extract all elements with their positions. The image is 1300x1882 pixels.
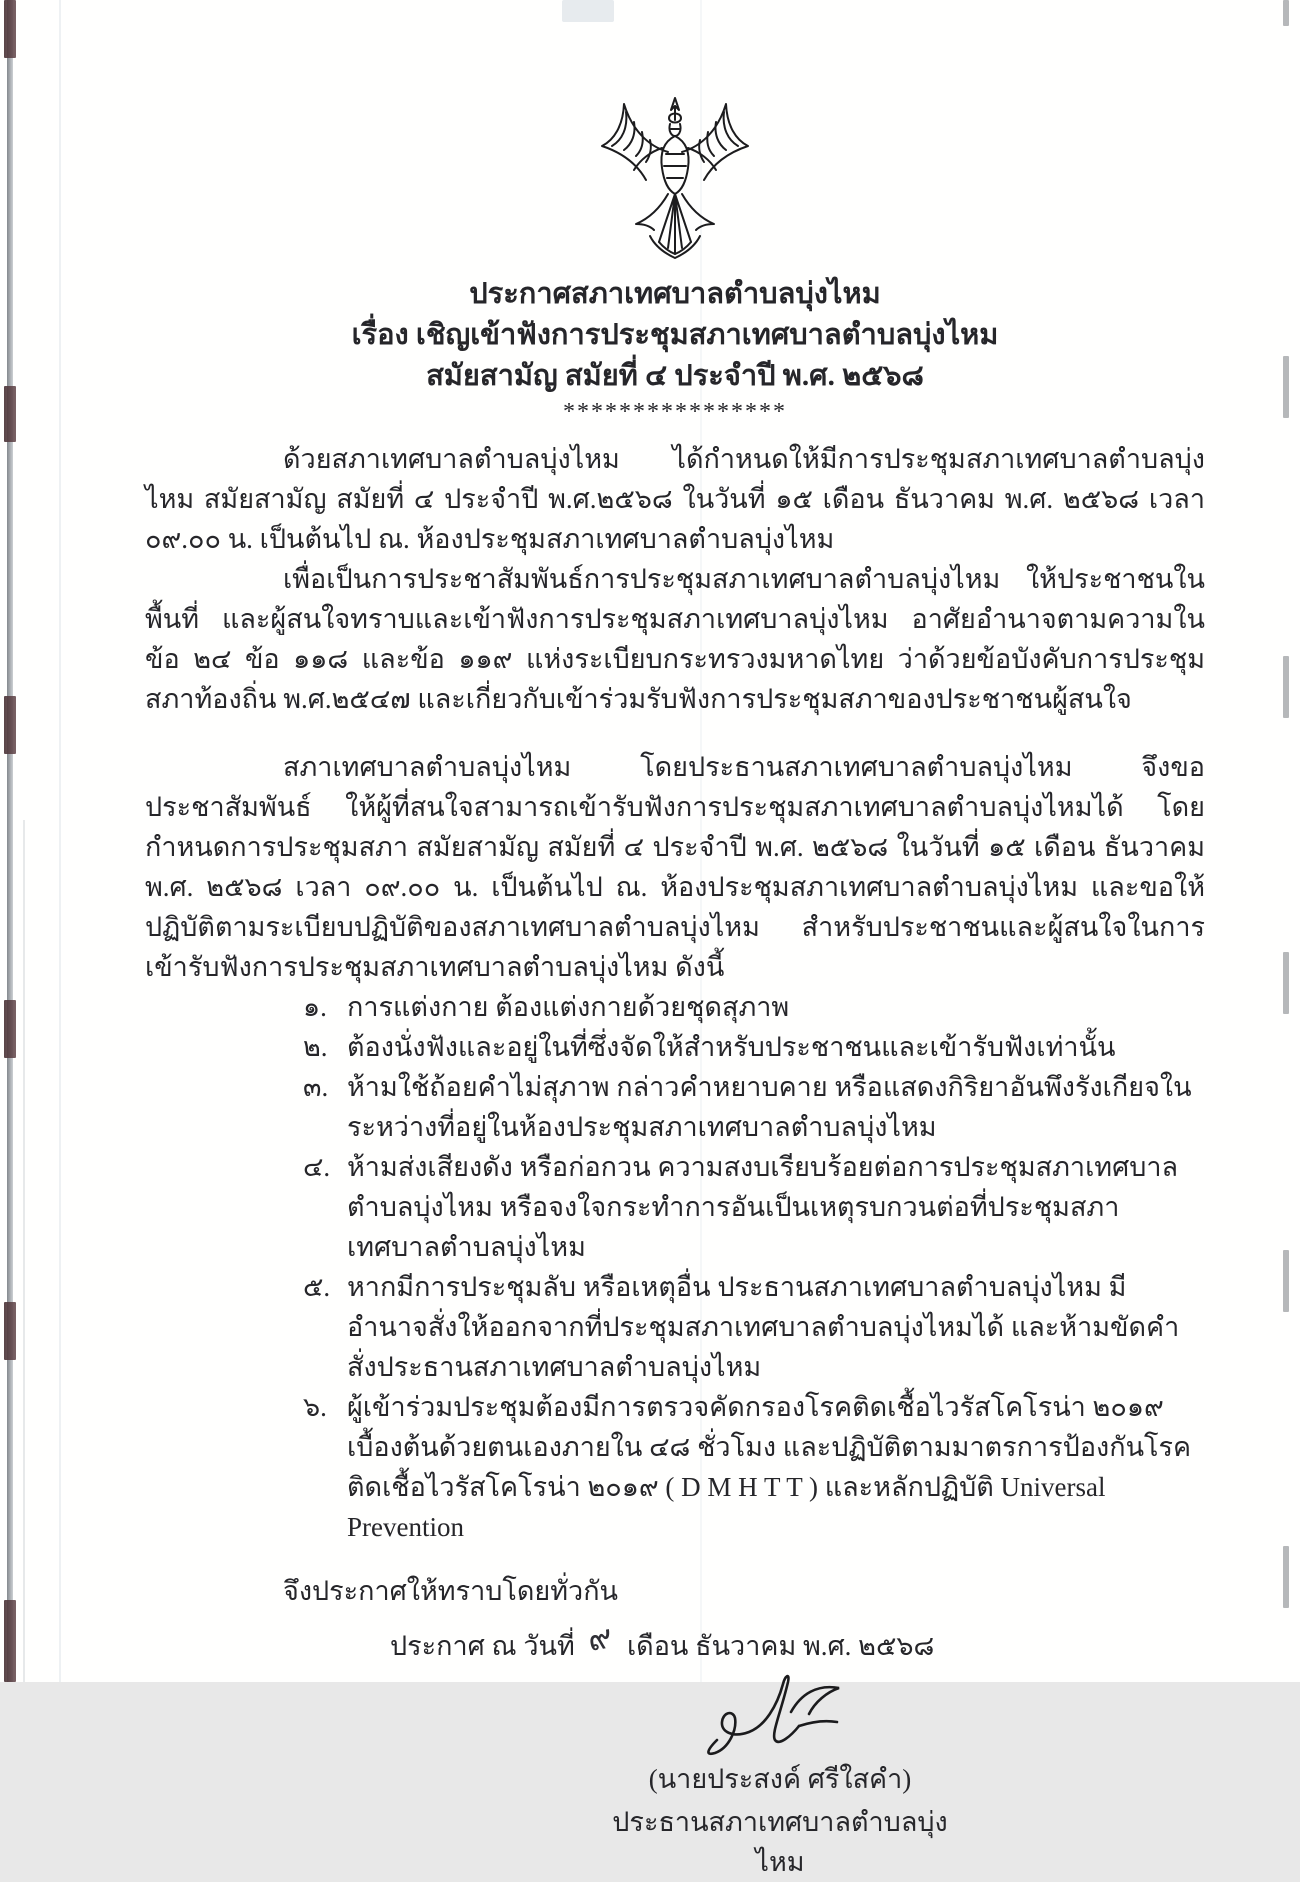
- scan-mark: [4, 1302, 16, 1360]
- handwritten-signature: [695, 1668, 865, 1760]
- list-item-number: ๔.: [303, 1152, 331, 1182]
- scan-mark: [1283, 356, 1289, 418]
- list-item-number: ๒.: [303, 1032, 328, 1062]
- scan-mark: [1283, 656, 1289, 718]
- list-item-number: ๕.: [303, 1272, 331, 1302]
- garuda-emblem-icon: [590, 96, 760, 264]
- rules-list: [303, 987, 1205, 1547]
- paragraph-3: สภาเทศบาลตำบลบุ่งไหม โดยประธานสภาเทศบาลตำบลบุ่งไหม จึงขอประชาสัมพันธ์ ให้ผู้ที่สนใจสามารถเข้ารับฟังการประชุมสภาเทศบาลตำบลบุ่งไหมได้ โดยกำหนดการประชุมสภา สมัยสามัญ สมัยที่ ๔ ประจำปี พ.ศ. ๒๕๖๘ ในวันที่ ๑๕ เดือน ธันวาคม พ.ศ. ๒๕๖๘ เวลา ๐๙.๐๐ น. เป็นต้นไป ณ. ห้องประชุมสภาเทศบาลตำบลบุ่งไหม และขอให้ปฏิบัติตามระเบียบปฏิบัติของสภาเทศบาลตำบลบุ่งไหม สำหรับประชาชนและผู้สนใจในการเข้ารับฟังการประชุมสภาเทศบาลตำบลบุ่งไหม ดังนี้: [145, 752, 1205, 982]
- list-item-number: ๑.: [303, 992, 327, 1022]
- list-item-text: การแต่งกาย ต้องแต่งกายด้วยชุดสุภาพ: [347, 992, 790, 1022]
- scan-mark: [4, 386, 16, 442]
- list-item: [303, 987, 1205, 1027]
- scan-mark: [1283, 1546, 1289, 1608]
- fold-line: [59, 0, 61, 1682]
- closing-statement: จึงประกาศให้ทราบโดยทั่วกัน: [283, 1576, 618, 1606]
- paragraph-2: เพื่อเป็นการประชาสัมพันธ์การประชุมสภาเทศบาลตำบลบุ่งไหม ให้ประชาชนในพื้นที่ และผู้สนใจทราบและเข้าฟังการประชุมสภาเทศบาลบุ่งไหม อาศัยอำนาจตามความในข้อ ๒๔ ข้อ ๑๑๘ และข้อ ๑๑๙ แห่งระเบียบกระทรวงมหาดไทย ว่าด้วยข้อบังคับการประชุมสภาท้องถิ่น พ.ศ.๒๕๔๗ และเกี่ยวกับเข้าร่วมรับฟังการประชุมสภาของประชาชนผู้สนใจ: [145, 564, 1205, 714]
- scan-mark: [4, 1000, 16, 1058]
- signer-position: ประธานสภาเทศบาลตำบลบุ่งไหม: [612, 1807, 948, 1877]
- list-item-text: ห้ามใช้ถ้อยคำไม่สุภาพ กล่าวคำหยาบคาย หรือแสดงกิริยาอันพึงรังเกียจในระหว่างที่อยู่ในห้องประชุมสภาเทศบาลตำบลบุ่งไหม: [347, 1072, 1192, 1142]
- paragraph-1: ด้วยสภาเทศบาลตำบลบุ่งไหม ได้กำหนดให้มีการประชุมสภาเทศบาลตำบลบุ่งไหม สมัยสามัญ สมัยที่ ๔ ประจำปี พ.ศ.๒๕๖๘ ในวันที่ ๑๕ เดือน ธันวาคม พ.ศ. ๒๕๖๘ เวลา ๐๙.๐๐ น. เป็นต้นไป ณ. ห้องประชุมสภาเทศบาลตำบลบุ่งไหม: [145, 444, 1205, 554]
- scan-mark: [4, 696, 16, 754]
- list-item-text: ห้ามส่งเสียงดัง หรือก่อกวน ความสงบเรียบร้อยต่อการประชุมสภาเทศบาลตำบลบุ่งไหม หรือจงใจกระทำการอันเป็นเหตุรบกวนต่อที่ประชุมสภาเทศบาลตำบลบุ่งไหม: [347, 1152, 1179, 1262]
- title-line-1: ประกาศสภาเทศบาลตำบลบุ่งไหม: [469, 278, 881, 310]
- list-item: [303, 1027, 1205, 1067]
- list-item: [303, 1267, 1205, 1387]
- date-prefix: ประกาศ ณ วันที่: [390, 1631, 575, 1661]
- scan-mark: [1283, 1250, 1289, 1312]
- date-rest: เดือน ธันวาคม พ.ศ. ๒๕๖๘: [626, 1631, 935, 1661]
- handwritten-day: ๙: [584, 1619, 615, 1659]
- list-item-text: หากมีการประชุมลับ หรือเหตุอื่น ประธานสภาเทศบาลตำบลบุ่งไหม มีอำนาจสั่งให้ออกจากที่ประชุมสภาเทศบาลตำบลบุ่งไหมได้ และห้ามขัดคำสั่งประธานสภาเทศบาลตำบลบุ่งไหม: [347, 1272, 1180, 1382]
- scan-mark: [1283, 0, 1289, 26]
- list-item: [303, 1067, 1205, 1147]
- list-item: [303, 1387, 1205, 1547]
- title-line-3: สมัยสามัญ สมัยที่ ๔ ประจำปี พ.ศ. ๒๕๖๘: [426, 360, 924, 392]
- list-item-text: ผู้เข้าร่วมประชุมต้องมีการตรวจคัดกรองโรคติดเชื้อไวรัสโคโรน่า ๒๐๑๙ เบื้องต้นด้วยตนเองภายใน ๔๘ ชั่วโมง และปฏิบัติตามมาตรการป้องกันโรคติดเชื้อไวรัสโคโรน่า ๒๐๑๙ ( D M H T T ) และหลักปฏิบัติ Universal Prevention: [347, 1392, 1192, 1542]
- list-item-number: ๓.: [303, 1072, 329, 1102]
- scan-edge-left-line: [23, 820, 25, 1682]
- signer-name: (นายประสงค์ ศรีใสคำ): [648, 1764, 912, 1794]
- scan-mark: [4, 1600, 16, 1682]
- list-item-text: ต้องนั่งฟังและอยู่ในที่ซึ่งจัดให้สำหรับประชาชนและเข้ารับฟังเท่านั้น: [347, 1032, 1116, 1062]
- list-item: [303, 1147, 1205, 1267]
- signature-block: [600, 1668, 960, 1882]
- list-item-number: ๖.: [303, 1392, 327, 1422]
- scan-mark: [4, 0, 16, 58]
- document-body: [145, 0, 1205, 1882]
- scan-mark: [1283, 952, 1289, 1014]
- scan-edge-left-bar: [7, 0, 13, 1682]
- asterisk-divider: ****************: [563, 399, 787, 425]
- title-line-2: เรื่อง เชิญเข้าฟังการประชุมสภาเทศบาลตำบลบุ่งไหม: [351, 319, 999, 351]
- announcement-date-line: [390, 1619, 1205, 1666]
